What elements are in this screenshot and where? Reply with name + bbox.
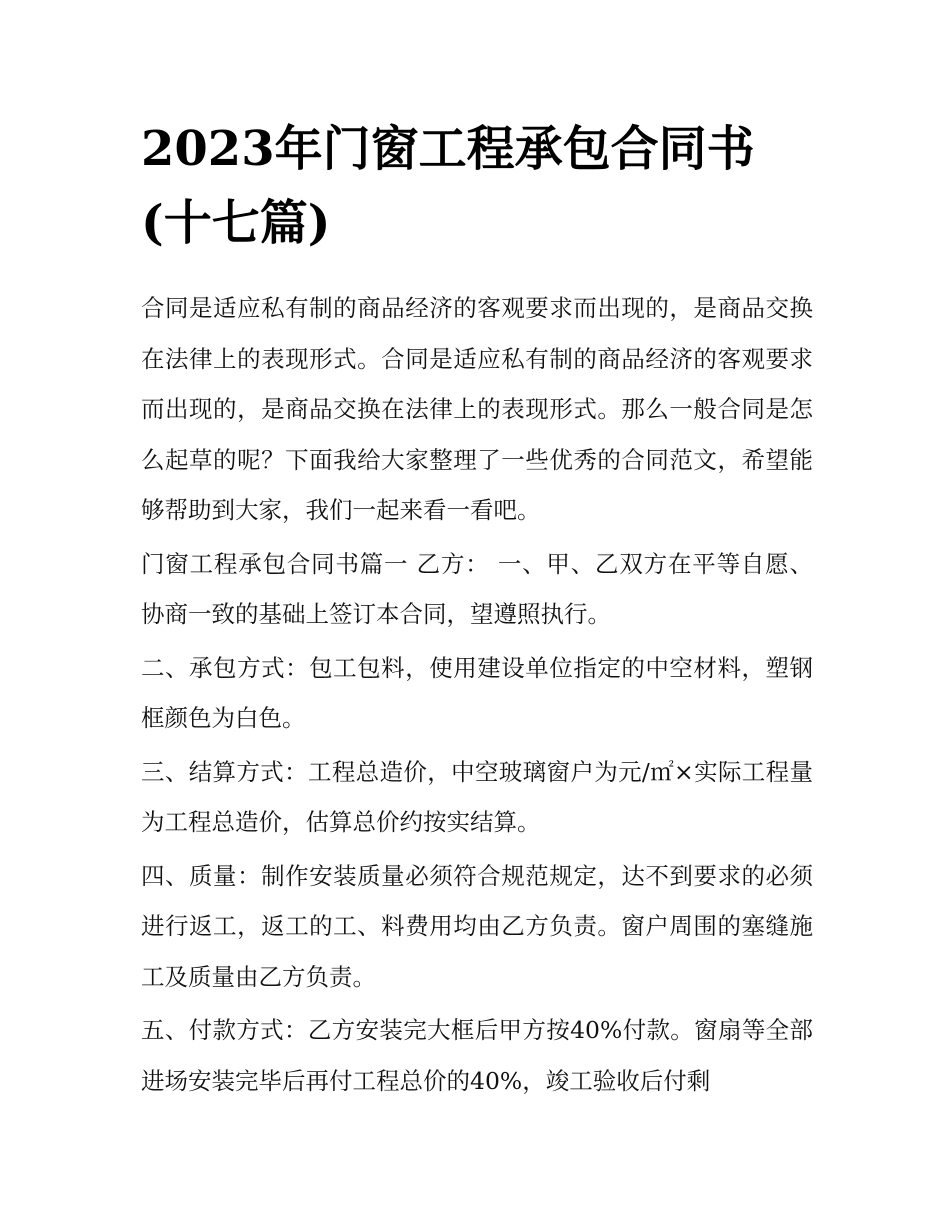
document-body	[141, 283, 813, 1106]
document-content	[141, 112, 813, 1109]
document-title	[141, 112, 813, 260]
clause-1-paragraph: 门窗工程承包合同书篇一 乙方： 一、甲、乙双方在平等自愿、协商一致的基础上签订本合同，望遵照执行。	[141, 549, 813, 628]
clause-3-paragraph: 三、结算方式：工程总造价，中空玻璃窗户为元/㎡×实际工程量为工程总造价，估算总价约按实结算。	[141, 757, 813, 836]
clause-2-paragraph: 二、承包方式：包工包料，使用建设单位指定的中空材料，塑钢框颜色为白色。	[141, 653, 813, 732]
clause-5-paragraph: 五、付款方式：乙方安装完大框后甲方按40%付款。窗扇等全部进场安装完毕后再付工程总价的40%，竣工验收后付剩	[141, 1016, 813, 1095]
clause-4-paragraph: 四、质量：制作安装质量必须符合规范规定，达不到要求的必须进行返工，返工的工、料费用均由乙方负责。窗户周围的塞缝施工及质量由乙方负责。	[141, 861, 813, 991]
intro-paragraph: 合同是适应私有制的商品经济的客观要求而出现的，是商品交换在法律上的表现形式。合同是适应私有制的商品经济的客观要求而出现的，是商品交换在法律上的表现形式。那么一般合同是怎么起草的呢？下面我给大家整理了一些优秀的合同范文，希望能够帮助到大家，我们一起来看一看吧。	[141, 294, 813, 524]
title-line-2: (十七篇)	[141, 195, 331, 251]
title-line-1: 2023年门窗工程承包合同书	[141, 121, 755, 177]
